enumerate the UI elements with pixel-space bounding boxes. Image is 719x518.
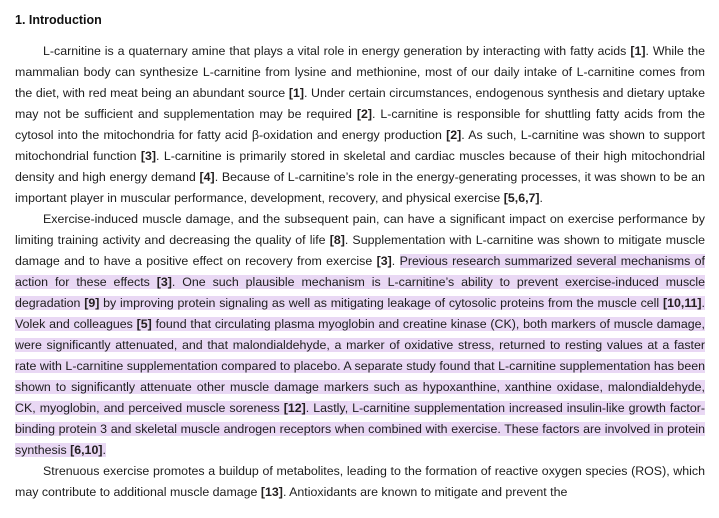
citation-reference: [9]	[84, 296, 100, 310]
highlighted-text: by improving protein signaling as well as mitigating leakage of cytosolic proteins from the muscle cell	[99, 296, 663, 310]
highlighted-text: . One such plausible mechanism is L-carnitine’s ability to prevent exercise-induced muscle degradation	[15, 275, 705, 310]
highlighted-text: . Lastly, L-carnitine supplementation increased insulin-like growth factor-binding protein 3 and skeletal muscle androgen receptors when combined with exercise. These factors are involved in protein synthesis	[15, 401, 705, 457]
body-text: . Supplementation with L-carnitine was shown to mitigate muscle damage and to have a positive effect on recovery from exercise	[15, 233, 705, 268]
citation-reference: [12]	[283, 401, 306, 415]
paragraph-3	[15, 461, 705, 503]
body-text: . L-carnitine is primarily stored in skeletal and cardiac muscles because of their high mitochondrial density and high energy demand	[15, 149, 705, 184]
body-text: . Because of L-carnitine’s role in the energy-generating processes, it was shown to be an important player in muscular performance, development, recovery, and physical exercise	[15, 170, 706, 205]
highlighted-text: .	[102, 443, 106, 457]
citation-reference: [13]	[260, 485, 283, 499]
citation-reference: [3]	[376, 254, 392, 268]
body-text: L-carnitine is a quaternary amine that plays a vital role in energy generation by interacting with fatty acids	[43, 44, 631, 58]
body-text: . Antioxidants are known to mitigate and prevent the	[282, 485, 568, 499]
body-text: . While the mammalian body can synthesize L-carnitine from lysine and methionine, most of our daily intake of L-carnitine comes from the diet, with red meat being an abundant source	[15, 44, 705, 100]
paragraph-2	[15, 209, 705, 461]
citation-reference: [3]	[156, 275, 172, 289]
citation-reference: [4]	[199, 170, 215, 184]
citation-reference: [1]	[630, 44, 646, 58]
citation-reference: [3]	[140, 149, 157, 163]
body-text: .	[539, 191, 543, 205]
citation-reference: [5,6,7]	[503, 191, 540, 205]
citation-reference: [1]	[288, 86, 304, 100]
body-text: . Under certain circumstances, endogenous synthesis and dietary uptake may not be sufficient and supplementation may be required	[15, 86, 705, 121]
paragraph-1	[15, 41, 705, 209]
citation-reference: [8]	[329, 233, 345, 247]
citation-reference: [2]	[356, 107, 372, 121]
body-text: Exercise-induced muscle damage, and the subsequent pain, can have a significant impact on exercise performance by limiting training activity and decreasing the quality of life	[15, 212, 705, 247]
citation-reference: [6,10]	[70, 443, 103, 457]
page-title: 1. Introduction	[15, 13, 102, 27]
body-text: . As such, L-carnitine was shown to support mitochondrial function	[15, 128, 705, 163]
document-body	[15, 0, 705, 503]
highlighted-text: . Volek and colleagues	[15, 296, 705, 331]
highlighted-text: found that circulating plasma myoglobin and creatine kinase (CK), both markers of muscle damage, were significantly attenuated, and that malondialdehyde, a marker of oxidative stress, returned to resting values at a faster rate with L-carnitine supplementation compared to placebo. A separate study found that L-carnitine supplementation has been shown to significantly attenuate other muscle damage markers such as hypoxanthine, xanthine oxidase, malondialdehyde, CK, myoglobin, and perceived muscle soreness	[15, 317, 705, 415]
citation-reference: [10,11]	[662, 296, 702, 310]
citation-reference: [5]	[136, 317, 152, 331]
body-text: .	[391, 254, 400, 268]
body-text: . L-carnitine is responsible for shuttling fatty acids from the cytosol into the mitochondria for fatty acid β-oxidation and energy production	[15, 107, 705, 142]
highlighted-text: Previous research summarized several mechanisms of action for these effects	[15, 254, 706, 289]
body-text: Strenuous exercise promotes a buildup of metabolites, leading to the formation of reactive oxygen species (ROS), which may contribute to additional muscle damage	[15, 464, 705, 499]
citation-reference: [2]	[446, 128, 462, 142]
